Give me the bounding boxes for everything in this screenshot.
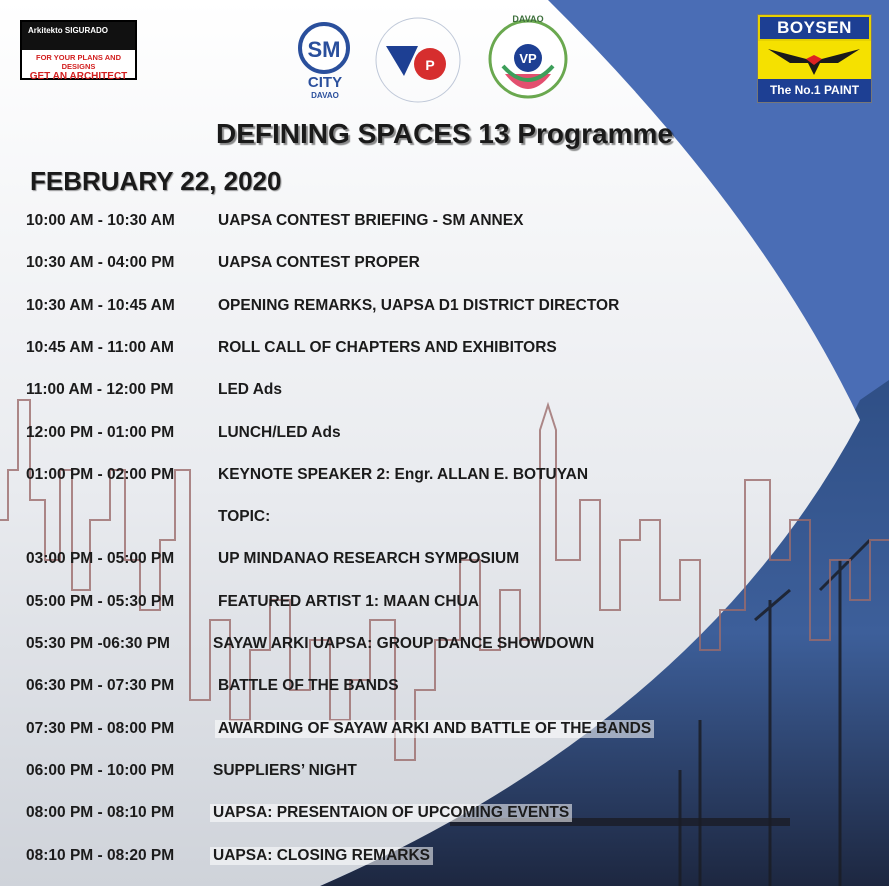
schedule-row [26, 381, 283, 399]
schedule-time: 10:45 AM - 11:00 AM [26, 339, 174, 356]
schedule-row [26, 550, 520, 568]
schedule-time: 05:00 PM - 05:30 PM [26, 593, 175, 610]
svg-text:P: P [425, 57, 435, 73]
schedule-event: UAPSA CONTEST PROPER [218, 254, 420, 271]
schedule-time: 01:00 PM - 02:00 PM [26, 466, 175, 483]
ga-logo-brand: Arkitekto SIGURADO [28, 26, 109, 35]
schedule-event: BATTLE OF THE BANDS [218, 677, 399, 694]
schedule-row [26, 508, 271, 526]
uap-davao-label: DAVAO [512, 14, 544, 24]
boysen-eagle-band [758, 41, 871, 79]
schedule-time: 10:30 AM - 10:45 AM [26, 297, 175, 314]
schedule-event: UAPSA CONTEST BRIEFING - SM ANNEX [218, 212, 524, 229]
schedule-time: 07:30 PM - 08:00 PM [26, 720, 175, 737]
schedule-event: ROLL CALL OF CHAPTERS AND EXHIBITORS [218, 339, 557, 356]
schedule-time: 12:00 PM - 01:00 PM [26, 424, 175, 441]
page-title: DEFINING SPACES 13 Programme [216, 118, 673, 149]
schedule-event: OPENING REMARKS, UAPSA D1 DISTRICT DIRECTOR [218, 297, 620, 314]
schedule-time: 05:30 PM -06:30 PM [26, 635, 170, 652]
schedule-time: 08:00 PM - 08:10 PM [26, 804, 175, 821]
schedule-row [26, 297, 620, 315]
schedule-event: UAPSA: CLOSING REMARKS [210, 847, 433, 865]
schedule-time: 10:30 AM - 04:00 PM [26, 254, 175, 271]
schedule-row [26, 254, 420, 272]
schedule-time: 11:00 AM - 12:00 PM [26, 381, 174, 398]
svg-text:SM: SM [307, 37, 341, 62]
boysen-tagline: The No.1 PAINT [758, 79, 871, 102]
boysen-brand: BOYSEN [758, 15, 871, 41]
schedule-event: LED Ads [218, 381, 283, 398]
schedule-event: TOPIC: [218, 508, 271, 525]
sm-city-label: CITY [307, 74, 343, 91]
schedule-time: 03:00 PM - 05:00 PM [26, 550, 175, 567]
ga-logo-line1: FOR YOUR PLANS AND DESIGNS [35, 53, 121, 71]
schedule-event: UP MINDANAO RESEARCH SYMPOSIUM [218, 550, 520, 567]
get-an-architect-logo [20, 20, 137, 80]
schedule-row [26, 466, 589, 484]
schedule-row [26, 212, 524, 230]
boysen-logo [757, 14, 872, 103]
uap-logo [372, 14, 464, 106]
schedule-row [26, 635, 595, 653]
schedule-row [26, 762, 357, 780]
schedule-time: 08:10 PM - 08:20 PM [26, 847, 175, 864]
schedule-event: FEATURED ARTIST 1: MAAN CHUA [218, 593, 479, 610]
schedule-event: SAYAW ARKI UAPSA: GROUP DANCE SHOWDOWN [213, 635, 595, 652]
schedule-row [26, 677, 399, 695]
sm-city-sub: DAVAO [311, 91, 339, 100]
schedule-event: LUNCH/LED Ads [218, 424, 341, 441]
event-date: FEBRUARY 22, 2020 [30, 166, 282, 196]
schedule-event: AWARDING OF SAYAW ARKI AND BATTLE OF THE BANDS [215, 720, 654, 738]
svg-text:VP: VP [519, 51, 537, 66]
schedule-row [26, 593, 479, 611]
schedule-time: 06:00 PM - 10:00 PM [26, 762, 175, 779]
schedule-event: SUPPLIERS’ NIGHT [213, 762, 357, 779]
ga-logo-header [22, 22, 135, 50]
schedule-time: 10:00 AM - 10:30 AM [26, 212, 175, 229]
uap-davao-logo [483, 14, 573, 104]
schedule-event: KEYNOTE SPEAKER 2: Engr. ALLAN E. BOTUYAN [218, 466, 589, 483]
schedule-row [26, 339, 557, 357]
schedule-row [26, 720, 652, 738]
schedule-row [26, 424, 341, 442]
eagle-icon [758, 41, 871, 79]
schedule-row [26, 847, 431, 865]
schedule-event: UAPSA: PRESENTAION OF UPCOMING EVENTS [210, 804, 572, 822]
schedule-time: 06:30 PM - 07:30 PM [26, 677, 175, 694]
ga-logo-line2: GET AN ARCHITECT [29, 71, 128, 82]
schedule-row [26, 804, 570, 822]
